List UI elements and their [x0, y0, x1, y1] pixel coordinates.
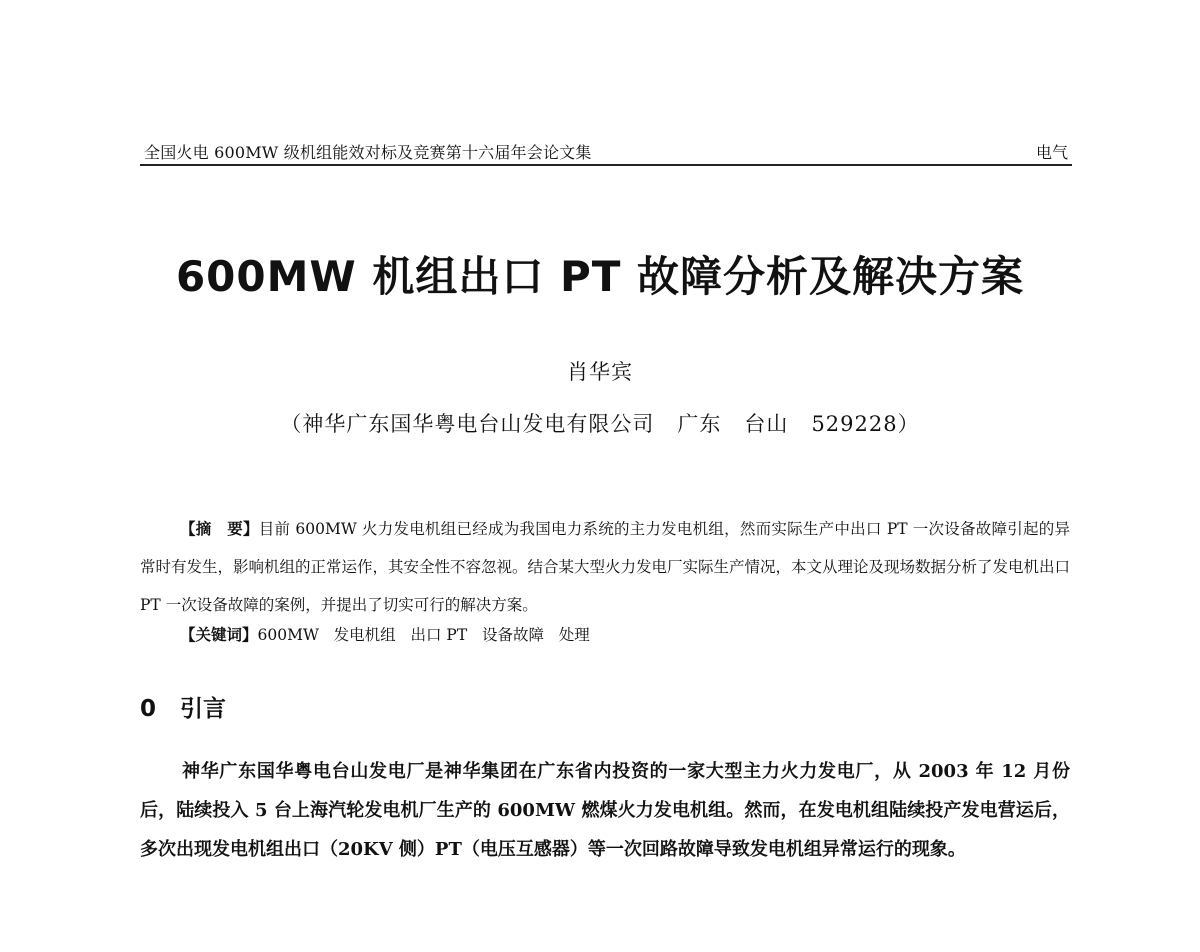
author-affiliation: （神华广东国华粤电台山发电有限公司 广东 台山 529228） [280, 412, 920, 436]
keywords [180, 618, 1070, 652]
running-header-section: 电气 [1035, 143, 1068, 162]
keywords-label: 【关键词】 [180, 626, 258, 644]
keywords-text: 600MW 发电机组 出口 PT 设备故障 处理 [257, 626, 590, 644]
section-heading-introduction: 0 引言 [140, 696, 227, 722]
abstract-label: 【摘 要】 [180, 520, 259, 538]
running-header [140, 138, 1072, 166]
abstract-text: 目前 600MW 火力发电机组已经成为我国电力系统的主力发电机组，然而实际生产中出口 PT 一次设备故障引起的异常时有发生，影响机组的正常运作，其安全性不容忽视。结合某大型火力发电厂实际生产情况，本文从理论及现场数据分析了发电机出口 PT 一次设备故障的案例，并提出了切实可行的解决方案。 [140, 520, 1071, 614]
abstract [140, 510, 1070, 624]
running-header-proceedings-title: 全国火电 600MW 级机组能效对标及竞赛第十六届年会论文集 [144, 143, 592, 162]
intro-paragraph: 神华广东国华粤电台山发电厂是神华集团在广东省内投资的一家大型主力火力发电厂，从 2003 年 12 月份后，陆续投入 5 台上海汽轮发电机厂生产的 600MW 燃煤火力发电机组。然而，在发电机组陆续投产发电营运后，多次出现发电机组出口（20KV 侧）PT（电压互感器）等一次回路故障导致发电机组异常运行的现象。 [140, 761, 1070, 860]
author-name: 肖华宾 [567, 360, 633, 384]
paper-title: 600MW 机组出口 PT 故障分析及解决方案 [175, 252, 1025, 301]
